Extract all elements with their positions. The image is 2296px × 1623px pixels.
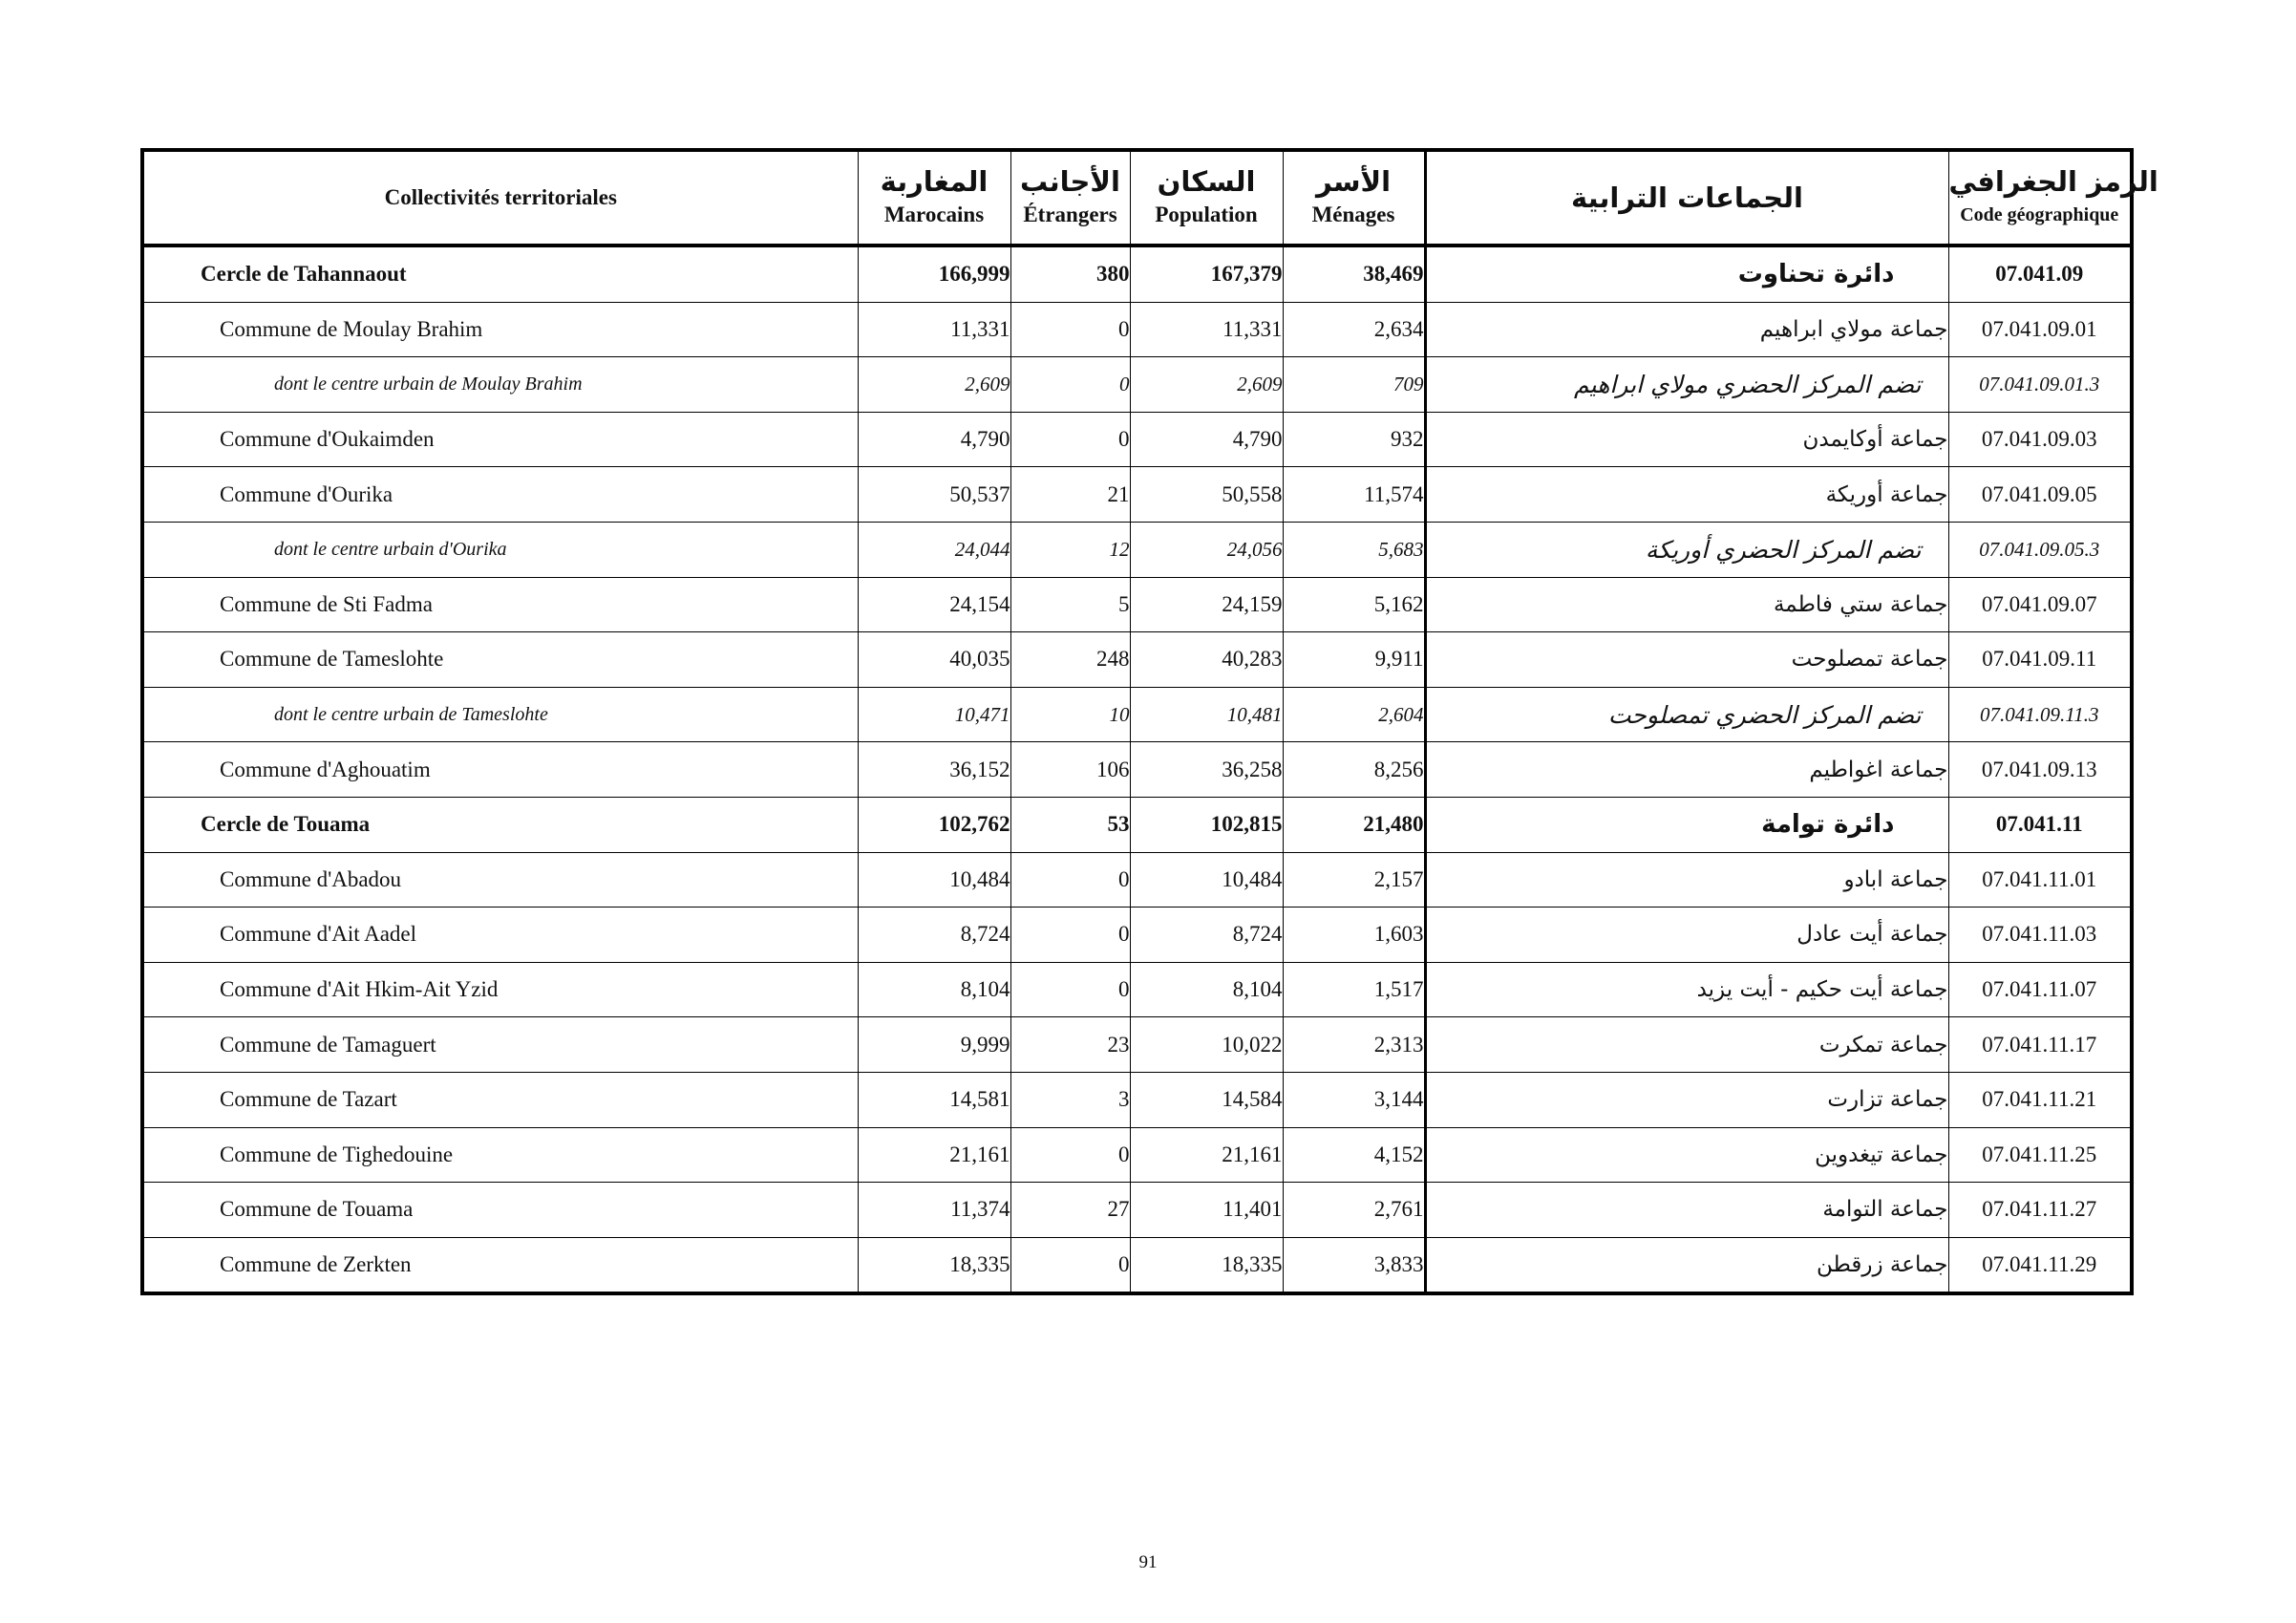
cell-name-fr: Commune d'Oukaimden: [142, 412, 858, 467]
cell-name-fr: Commune d'Abadou: [142, 852, 858, 908]
cell-code: 07.041.09.03: [1948, 412, 2132, 467]
cell-etrangers: 3: [1010, 1072, 1130, 1127]
table-row-commune: [142, 1237, 2132, 1293]
cell-menages: 3,833: [1283, 1237, 1425, 1293]
cell-population: 10,481: [1130, 687, 1283, 742]
header-collectivites: Collectivités territoriales: [142, 150, 858, 246]
cell-marocains: 18,335: [858, 1237, 1010, 1293]
cell-menages: 5,162: [1283, 577, 1425, 632]
header-jamaat: [1425, 150, 1948, 246]
cell-etrangers: 12: [1010, 522, 1130, 577]
cell-name-ar: جماعة أوريكة: [1425, 467, 1948, 523]
cell-name-ar: جماعة زرقطن: [1425, 1237, 1948, 1293]
cell-etrangers: 23: [1010, 1017, 1130, 1073]
table-row-commune: [142, 412, 2132, 467]
header-etrangers-ar: الأجانب: [1020, 165, 1120, 198]
cell-population: 10,484: [1130, 852, 1283, 908]
cell-etrangers: 0: [1010, 1127, 1130, 1183]
cell-menages: 38,469: [1283, 246, 1425, 302]
cell-menages: 2,634: [1283, 302, 1425, 357]
cell-code: 07.041.11: [1948, 797, 2132, 852]
cell-marocains: 40,035: [858, 632, 1010, 688]
cell-code: 07.041.11.07: [1948, 962, 2132, 1017]
cell-name-fr: Commune d'Aghouatim: [142, 742, 858, 798]
table-row-commune: [142, 467, 2132, 523]
cell-name-ar: تضم المركز الحضري أوريكة: [1425, 522, 1948, 577]
cell-population: 4,790: [1130, 412, 1283, 467]
cell-name-fr: Cercle de Touama: [142, 797, 858, 852]
cell-code: 07.041.11.01: [1948, 852, 2132, 908]
cell-code: 07.041.09.13: [1948, 742, 2132, 798]
cell-menages: 3,144: [1283, 1072, 1425, 1127]
cell-etrangers: 10: [1010, 687, 1130, 742]
cell-marocains: 9,999: [858, 1017, 1010, 1073]
cell-population: 11,331: [1130, 302, 1283, 357]
table-row-cercle: [142, 797, 2132, 852]
cell-code: 07.041.11.27: [1948, 1183, 2132, 1238]
cell-name-fr: Cercle de Tahannaout: [142, 246, 858, 302]
cell-etrangers: 27: [1010, 1183, 1130, 1238]
header-population-ar: السكان: [1157, 165, 1256, 198]
table-row-commune: [142, 1017, 2132, 1073]
table-body: [142, 246, 2132, 1293]
table-row-centre: [142, 357, 2132, 413]
table-row-commune: [142, 1127, 2132, 1183]
cell-name-ar: جماعة تزارت: [1425, 1072, 1948, 1127]
cell-name-fr: Commune d'Ourika: [142, 467, 858, 523]
cell-name-ar: جماعة اغواطيم: [1425, 742, 1948, 798]
header-etrangers-fr: Étrangers: [1023, 203, 1117, 226]
header-marocains-fr: Marocains: [883, 203, 985, 226]
cell-menages: 932: [1283, 412, 1425, 467]
cell-name-ar: جماعة تمصلوحت: [1425, 632, 1948, 688]
header-jamaat-ar: الجماعات الترابية: [1571, 182, 1803, 214]
cell-menages: 4,152: [1283, 1127, 1425, 1183]
cell-marocains: 14,581: [858, 1072, 1010, 1127]
cell-name-ar: جماعة ستي فاطمة: [1425, 577, 1948, 632]
cell-menages: 2,157: [1283, 852, 1425, 908]
cell-marocains: 50,537: [858, 467, 1010, 523]
cell-name-ar: تضم المركز الحضري تمصلوحت: [1425, 687, 1948, 742]
cell-code: 07.041.11.03: [1948, 908, 2132, 963]
cell-etrangers: 106: [1010, 742, 1130, 798]
header-menages: [1283, 150, 1425, 246]
cell-name-ar: جماعة أيت عادل: [1425, 908, 1948, 963]
cell-menages: 9,911: [1283, 632, 1425, 688]
table-row-commune: [142, 962, 2132, 1017]
cell-name-fr: Commune d'Ait Hkim-Ait Yzid: [142, 962, 858, 1017]
cell-population: 21,161: [1130, 1127, 1283, 1183]
cell-code: 07.041.11.21: [1948, 1072, 2132, 1127]
cell-name-fr: Commune d'Ait Aadel: [142, 908, 858, 963]
cell-marocains: 36,152: [858, 742, 1010, 798]
cell-population: 14,584: [1130, 1072, 1283, 1127]
cell-etrangers: 380: [1010, 246, 1130, 302]
cell-menages: 2,313: [1283, 1017, 1425, 1073]
cell-name-ar: جماعة التوامة: [1425, 1183, 1948, 1238]
cell-name-fr: dont le centre urbain de Moulay Brahim: [142, 357, 858, 413]
cell-menages: 5,683: [1283, 522, 1425, 577]
header-row: [142, 150, 2132, 246]
cell-name-fr: Commune de Touama: [142, 1183, 858, 1238]
cell-menages: 11,574: [1283, 467, 1425, 523]
cell-name-ar: جماعة أيت حكيم - أيت يزيد: [1425, 962, 1948, 1017]
header-code: [1948, 150, 2158, 246]
table-row-commune: [142, 742, 2132, 798]
cell-code: 07.041.09.01: [1948, 302, 2132, 357]
header-menages-fr: Ménages: [1311, 203, 1395, 226]
page-number: 91: [1138, 1552, 1158, 1572]
cell-code: 07.041.11.29: [1948, 1237, 2132, 1293]
cell-menages: 1,517: [1283, 962, 1425, 1017]
cell-marocains: 24,044: [858, 522, 1010, 577]
cell-name-ar: تضم المركز الحضري مولاي ابراهيم: [1425, 357, 1948, 413]
cell-code: 07.041.09.07: [1948, 577, 2132, 632]
cell-menages: 2,604: [1283, 687, 1425, 742]
cell-population: 167,379: [1130, 246, 1283, 302]
cell-etrangers: 21: [1010, 467, 1130, 523]
cell-marocains: 8,104: [858, 962, 1010, 1017]
table-row-commune: [142, 1072, 2132, 1127]
cell-marocains: 4,790: [858, 412, 1010, 467]
cell-name-fr: dont le centre urbain de Tameslohte: [142, 687, 858, 742]
cell-menages: 709: [1283, 357, 1425, 413]
cell-menages: 1,603: [1283, 908, 1425, 963]
cell-marocains: 11,331: [858, 302, 1010, 357]
cell-name-fr: Commune de Zerkten: [142, 1237, 858, 1293]
cell-name-ar: دائرة توامة: [1425, 797, 1948, 852]
cell-marocains: 8,724: [858, 908, 1010, 963]
table-row-commune: [142, 908, 2132, 963]
cell-code: 07.041.09.01.3: [1948, 357, 2132, 413]
cell-population: 24,159: [1130, 577, 1283, 632]
cell-code: 07.041.11.17: [1948, 1017, 2132, 1073]
cell-code: 07.041.09.05: [1948, 467, 2132, 523]
cell-marocains: 10,471: [858, 687, 1010, 742]
cell-etrangers: 248: [1010, 632, 1130, 688]
cell-code: 07.041.09.11.3: [1948, 687, 2132, 742]
table-row-commune: [142, 302, 2132, 357]
table-row-commune: [142, 632, 2132, 688]
census-table: [140, 148, 2158, 1295]
cell-population: 24,056: [1130, 522, 1283, 577]
cell-etrangers: 0: [1010, 412, 1130, 467]
cell-etrangers: 0: [1010, 962, 1130, 1017]
cell-marocains: 21,161: [858, 1127, 1010, 1183]
cell-marocains: 2,609: [858, 357, 1010, 413]
cell-name-ar: جماعة تيغدوين: [1425, 1127, 1948, 1183]
cell-menages: 8,256: [1283, 742, 1425, 798]
cell-population: 40,283: [1130, 632, 1283, 688]
cell-etrangers: 0: [1010, 908, 1130, 963]
table-row-cercle: [142, 246, 2132, 302]
table-row-centre: [142, 687, 2132, 742]
cell-population: 8,104: [1130, 962, 1283, 1017]
cell-etrangers: 0: [1010, 1237, 1130, 1293]
cell-name-fr: Commune de Tighedouine: [142, 1127, 858, 1183]
cell-population: 102,815: [1130, 797, 1283, 852]
cell-name-fr: dont le centre urbain d'Ourika: [142, 522, 858, 577]
header-code-ar: الرمز الجغرافي: [1948, 165, 2158, 198]
cell-name-fr: Commune de Tamaguert: [142, 1017, 858, 1073]
cell-marocains: 10,484: [858, 852, 1010, 908]
cell-marocains: 24,154: [858, 577, 1010, 632]
cell-population: 18,335: [1130, 1237, 1283, 1293]
header-population-fr: Population: [1155, 203, 1258, 226]
cell-population: 8,724: [1130, 908, 1283, 963]
cell-code: 07.041.09.05.3: [1948, 522, 2132, 577]
cell-name-ar: جماعة ابادو: [1425, 852, 1948, 908]
header-etrangers: [1010, 150, 1130, 246]
table-row-commune: [142, 1183, 2132, 1238]
header-code-fr: Code géographique: [1960, 204, 2119, 225]
cell-name-ar: جماعة تمكرت: [1425, 1017, 1948, 1073]
table-row-commune: [142, 577, 2132, 632]
cell-population: 36,258: [1130, 742, 1283, 798]
cell-name-fr: Commune de Tameslohte: [142, 632, 858, 688]
cell-etrangers: 0: [1010, 302, 1130, 357]
cell-name-ar: دائرة تحناوت: [1425, 246, 1948, 302]
cell-population: 50,558: [1130, 467, 1283, 523]
header-population: [1130, 150, 1283, 246]
cell-menages: 21,480: [1283, 797, 1425, 852]
cell-name-ar: جماعة مولاي ابراهيم: [1425, 302, 1948, 357]
cell-population: 2,609: [1130, 357, 1283, 413]
cell-etrangers: 0: [1010, 357, 1130, 413]
cell-population: 10,022: [1130, 1017, 1283, 1073]
table-row-commune: [142, 852, 2132, 908]
cell-etrangers: 53: [1010, 797, 1130, 852]
cell-marocains: 11,374: [858, 1183, 1010, 1238]
cell-marocains: 166,999: [858, 246, 1010, 302]
header-marocains-ar: المغاربة: [880, 165, 989, 198]
cell-code: 07.041.09: [1948, 246, 2132, 302]
header-marocains: [858, 150, 1010, 246]
cell-name-ar: جماعة أوكايمدن: [1425, 412, 1948, 467]
cell-etrangers: 5: [1010, 577, 1130, 632]
cell-name-fr: Commune de Moulay Brahim: [142, 302, 858, 357]
cell-code: 07.041.09.11: [1948, 632, 2132, 688]
header-menages-ar: الأسر: [1315, 165, 1392, 198]
table-row-centre: [142, 522, 2132, 577]
cell-name-fr: Commune de Sti Fadma: [142, 577, 858, 632]
cell-menages: 2,761: [1283, 1183, 1425, 1238]
cell-etrangers: 0: [1010, 852, 1130, 908]
cell-code: 07.041.11.25: [1948, 1127, 2132, 1183]
cell-marocains: 102,762: [858, 797, 1010, 852]
cell-name-fr: Commune de Tazart: [142, 1072, 858, 1127]
cell-population: 11,401: [1130, 1183, 1283, 1238]
